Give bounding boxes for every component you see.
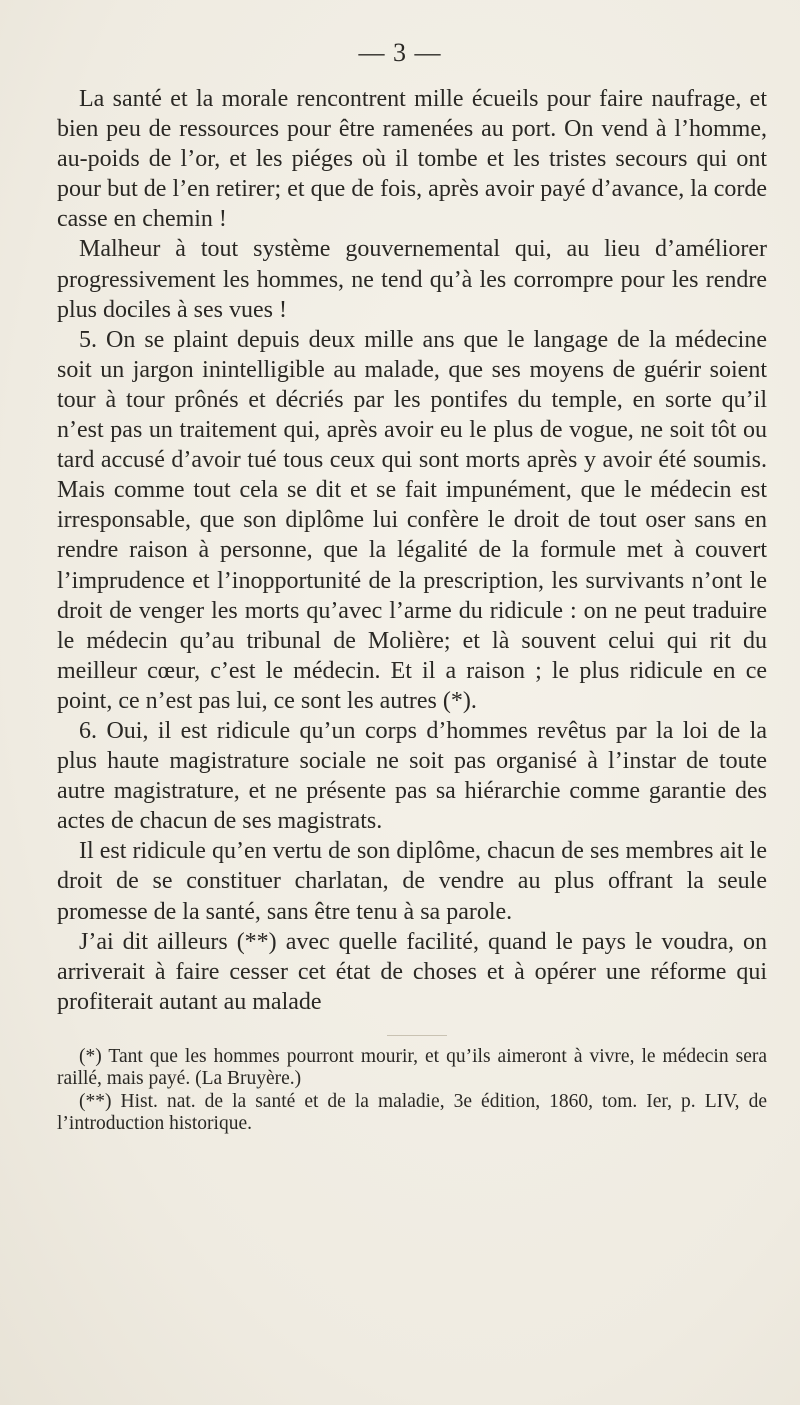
footnotes: [57, 1046, 767, 1136]
paragraph-4: Il est ridicule qu’en vertu de son diplôme, chacun de ses membres ait le droit de se constituer charlatan, de vendre au plus offrant la seule promesse de la santé, sans être tenu à sa parole.: [57, 838, 767, 925]
page-number-header: — 3 —: [358, 38, 442, 67]
paragraph-section-5: 5. On se plaint depuis deux mille ans que le langage de la médecine soit un jargon inintelligible au malade, que ses moyens de guérir soient tour à tour prônés et décriés par les pontifes du temple, en sorte qu’il n’est pas un traitement qui, après avoir eu le plus de vogue, ne soit tôt ou tard accusé d’avoir tué tous ceux qui sont morts après y avoir été soumis. Mais comme tout cela se dit et se fait impunément, que le médecin est irresponsable, que son diplôme lui confère le droit de tout oser sans en rendre raison à personne, que la légalité de la formule met à couvert l’imprudence et l’inopportunité de la prescription, les survivants n’ont le droit de venger les morts qu’avec l’arme du ridicule : on ne peut traduire le médecin qu’au tribunal de Molière; et là souvent celui qui rit du meilleur cœur, c’est le médecin. Et il a raison ; le plus ridicule en ce point, ce n’est pas lui, ce sont les autres (*).: [57, 326, 767, 714]
paragraph-5: J’ai dit ailleurs (**) avec quelle facilité, quand le pays le voudra, on arriverait à faire cesser cet état de choses et à opérer une réforme qui profiterait autant au malade: [57, 928, 767, 1015]
paragraph-1: La santé et la morale rencontrent mille écueils pour faire naufrage, et bien peu de ressources pour être ramenées au port. On vend à l’homme, au-poids de l’or, et les piéges où il tombe et les tristes secours qui ont pour but de l’en retirer; et que de fois, après avoir payé d’avance, la corde casse en chemin !: [57, 86, 767, 233]
footnote-2: (**) Hist. nat. de la santé et de la maladie, 3e édition, 1860, tom. Ier, p. LIV, de l’introduction historique.: [57, 1090, 767, 1135]
paragraph-section-6: 6. Oui, il est ridicule qu’un corps d’hommes revêtus par la loi de la plus haute magistrature sociale ne soit pas organisé à l’instar de toute autre magistrature, et ne présente pas sa hiérarchie comme garantie des actes de chacun de ses magistrats.: [57, 717, 767, 835]
paragraph-2: Malheur à tout système gouvernemental qui, au lieu d’améliorer progressivement les hommes, ne tend qu’à les corrompre pour les rendre plus dociles à ses vues !: [57, 236, 767, 323]
body-text: [57, 84, 767, 1136]
footnote-separator: [387, 1035, 447, 1036]
footnote-1: (*) Tant que les hommes pourront mourir, et qu’ils aimeront à vivre, le médecin sera raillé, mais payé. (La Bruyère.): [57, 1045, 767, 1090]
